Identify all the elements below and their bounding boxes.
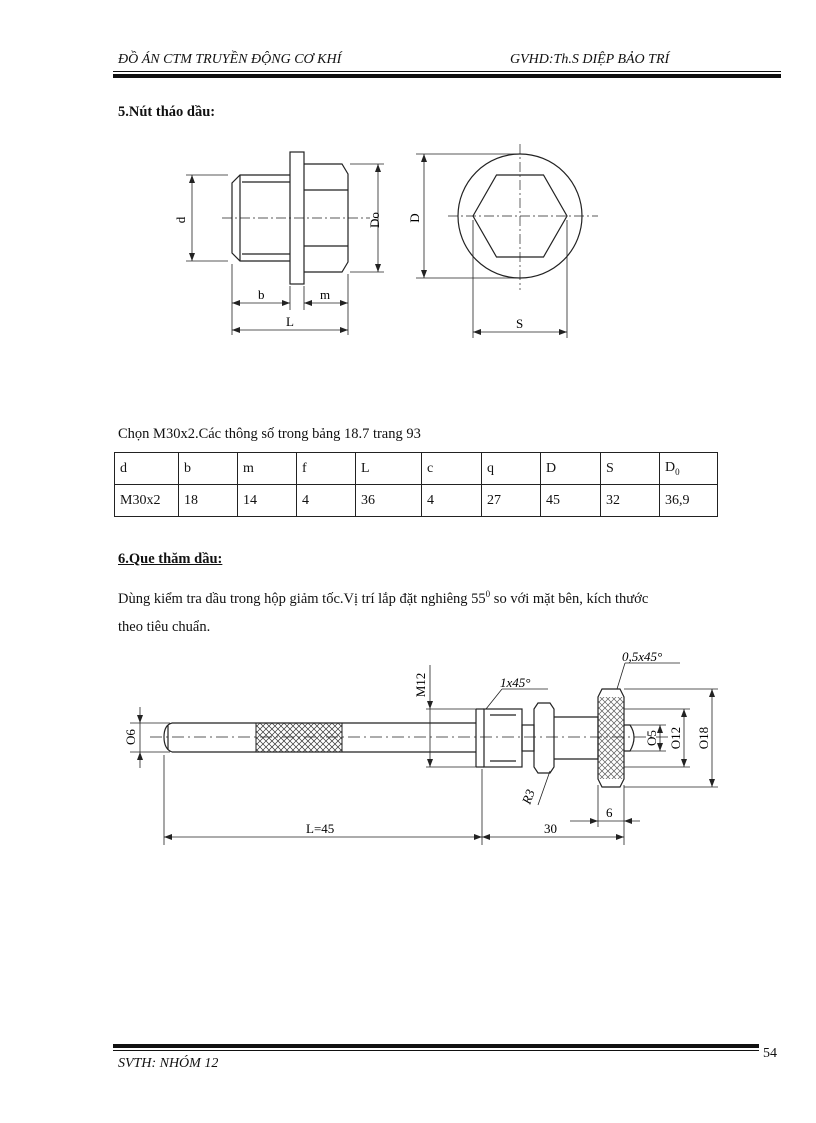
table-cell: b bbox=[179, 453, 238, 485]
header-right: GVHD:Th.S DIỆP BẢO TRÍ bbox=[510, 52, 670, 67]
label-L: L bbox=[286, 314, 294, 329]
table-cell: m bbox=[238, 453, 297, 485]
label-d: d bbox=[173, 216, 188, 224]
label-O5: O5 bbox=[644, 730, 659, 746]
table-cell: d bbox=[115, 453, 179, 485]
table-cell: f bbox=[297, 453, 356, 485]
label-b: b bbox=[258, 287, 265, 302]
spec-table bbox=[114, 452, 718, 517]
table-cell: S bbox=[601, 453, 660, 485]
section6-paragraph-line2: theo tiêu chuẩn. bbox=[118, 619, 211, 635]
label-6: 6 bbox=[606, 805, 613, 820]
label-M12: M12 bbox=[413, 672, 428, 698]
table-cell: $D_0$ bbox=[660, 453, 718, 485]
header-rule-thick bbox=[113, 74, 781, 78]
label-S: S bbox=[516, 316, 524, 331]
section6-title: 6.Que thăm dầu: bbox=[118, 551, 223, 567]
label-D: D bbox=[407, 213, 422, 223]
knurl-area bbox=[256, 723, 342, 752]
table-cell: 36 bbox=[356, 485, 422, 517]
table-row bbox=[115, 485, 718, 517]
label-O12: O12 bbox=[668, 726, 683, 750]
label-chamfer-top: 0,5x45° bbox=[622, 649, 663, 664]
drain-plug-drawing bbox=[170, 140, 610, 350]
label-R3: R3 bbox=[518, 787, 538, 807]
label-m: m bbox=[320, 287, 331, 302]
footer-rule-thick bbox=[113, 1044, 759, 1048]
header-left: ĐỒ ÁN CTM TRUYỀN ĐỘNG CƠ KHÍ bbox=[118, 52, 342, 67]
table-cell: D bbox=[541, 453, 601, 485]
label-L45: L=45 bbox=[306, 821, 335, 836]
table-cell: M30x2 bbox=[115, 485, 179, 517]
footer-rule-thin bbox=[113, 1050, 759, 1051]
label-Do: Do bbox=[367, 212, 382, 228]
label-chamfer-mid: 1x45° bbox=[500, 675, 531, 690]
table-cell: L bbox=[356, 453, 422, 485]
table-cell: 18 bbox=[179, 485, 238, 517]
table-cell: q bbox=[482, 453, 541, 485]
label-O18: O18 bbox=[696, 726, 711, 750]
table-cell: 32 bbox=[601, 485, 660, 517]
table-row bbox=[115, 453, 718, 485]
section5-title: 5.Nút tháo dầu: bbox=[118, 104, 216, 120]
label-O6: O6 bbox=[123, 729, 138, 745]
page-number: 54 bbox=[763, 1046, 777, 1061]
paragraph-superscript: 0 bbox=[485, 589, 491, 599]
paragraph-text-end: so với mặt bên, kích thước bbox=[490, 590, 649, 607]
table-cell: c bbox=[422, 453, 482, 485]
table-cell: 14 bbox=[238, 485, 297, 517]
table-caption: Chọn M30x2.Các thông số trong bảng 18.7 trang 93 bbox=[118, 426, 421, 442]
label-30: 30 bbox=[544, 821, 557, 836]
footer-left: SVTH: NHÓM 12 bbox=[118, 1056, 219, 1071]
header-rule-thin bbox=[113, 71, 781, 72]
table-cell: 4 bbox=[297, 485, 356, 517]
paragraph-text: Dùng kiểm tra dầu trong hộp giảm tốc.Vị trí lắp đặt nghiêng 55 bbox=[118, 590, 486, 607]
table-cell: 36,9 bbox=[660, 485, 718, 517]
dipstick-drawing bbox=[110, 645, 740, 850]
table-cell: 27 bbox=[482, 485, 541, 517]
table-cell: 4 bbox=[422, 485, 482, 517]
table-cell: 45 bbox=[541, 485, 601, 517]
section6-paragraph bbox=[118, 582, 782, 611]
